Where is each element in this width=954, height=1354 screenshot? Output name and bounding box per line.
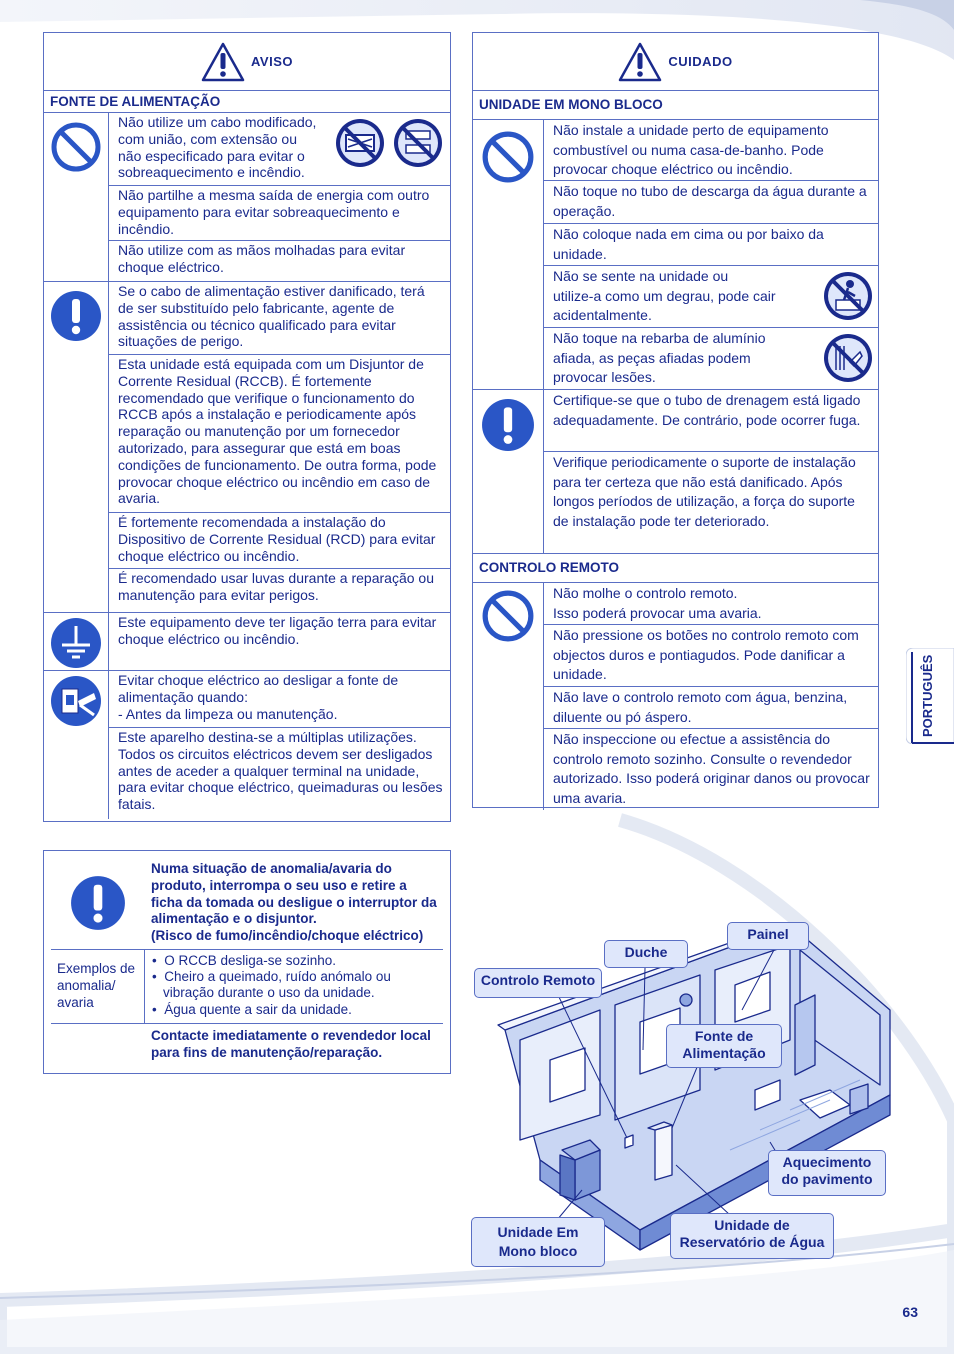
aviso-item: Este equipamento deve ter ligação terra para evitar choque eléctrico ou incêndio.: [118, 614, 437, 647]
aviso-item: Evitar choque eléctrico ao desligar a fonte de alimentação quando: - Antes da limpeza ou manutenção.: [109, 671, 450, 728]
cuidado-item: Não toque no tubo de descarga da água durante a operação.: [544, 181, 878, 224]
anomaly-examples-label: Exemplos de anomalia/ avaria: [57, 961, 136, 1010]
label-painel: Painel: [727, 922, 809, 950]
caution-header-label: CUIDADO: [668, 54, 733, 69]
anomaly-example: • Cheiro a queimado, ruído anómalo ou vibração durante o uso da unidade.: [152, 969, 391, 1001]
label-duche: Duche: [604, 940, 688, 968]
cuidado-item: Não se sente na unidade ou utilize-a como um degrau, pode cair acidentalmente.: [544, 266, 878, 328]
aviso-item: Se o cabo de alimentação estiver danificado, terá de ser substituído pelo fabricante, agente de assistência ou técnico qualificado para evitar situações de perigo.: [109, 282, 450, 355]
cuidado-item: Não pressione os botões no controlo remoto com objectos duros e pontiagudos. Pode danificar a unidade.: [544, 625, 878, 687]
aviso-item: Não utilize com as mãos molhadas para evitar choque eléctrico.: [118, 242, 406, 275]
cuidado-item: Verifique periodicamente o suporte de instalação para ter certeza que não está danificado. Após longos períodos de utilização, a força do suporte de instalação pode ter deteriorado.: [553, 454, 856, 529]
warning-header-label: AVISO: [251, 54, 293, 69]
anomaly-intro: Numa situação de anomalia/avaria do produto, interrompa o seu uso e retire a ficha da tomada ou desligue o interruptor da alimentação e o disjuntor. (Risco de fumo/incêndio/choque eléctrico): [151, 861, 437, 944]
cuidado-item: Não toque na rebarba de alumínio afiada, as peças afiadas podem provocar lesões.: [544, 328, 878, 389]
cuidado-item: Não coloque nada em cima ou por baixo da unidade.: [544, 224, 878, 266]
aviso-item: Esta unidade está equipada com um Disjuntor de Corrente Residual (RCCB). É fortemente recomendado que verifique o funcionamento do RCCB após a instalação e periodicamente após reparação ou manutenção por um fornecedor autorizado, para assegurar que está em boas condições de funcionamento. De outra forma, pode provocar choque eléctrico ou incêndio em caso de avaria.: [109, 355, 450, 513]
aviso-item: É fortemente recomendada a instalação do Dispositivo de Corrente Residual (RCD) para evitar choque eléctrico ou incêndio.: [109, 513, 450, 569]
label-fonte-alimentacao: Fonte de Alimentação: [666, 1024, 782, 1068]
cuidado-item: Não lave o controlo remoto com água, benzina, diluente ou pó áspero.: [544, 687, 878, 729]
section-title-monobloc: UNIDADE EM MONO BLOCO: [473, 91, 878, 120]
cuidado-item: Não molhe o controlo remoto. Isso poderá provocar uma avaria.: [544, 583, 878, 625]
section-title-remote: CONTROLO REMOTO: [473, 554, 878, 583]
anomaly-contact: Contacte imediatamente o revendedor local para fins de manutenção/reparação.: [151, 1028, 431, 1060]
label-aquecimento-pavimento: Aquecimento do pavimento: [768, 1150, 886, 1196]
cuidado-item: Não instale a unidade perto de equipamento combustível ou numa casa-de-banho. Pode provocar choque eléctrico ou incêndio.: [544, 120, 878, 181]
aviso-item: Não partilhe a mesma saída de energia com outro equipamento para evitar sobreaquecimento e incêndio.: [109, 186, 450, 241]
page-number: 63: [902, 1304, 918, 1320]
cuidado-item: Certifique-se que o tubo de drenagem está ligado adequadamente. De contrário, pode ocorrer fuga.: [544, 390, 878, 452]
aviso-item: Não utilize um cabo modificado, com união, com extensão ou não especificado para evitar o sobreaquecimento e incêndio.: [109, 113, 450, 186]
cuidado-item: Não inspeccione ou efectue a assistência do controlo remoto sozinho. Consulte o revendedor autorizado. Isso poderá originar danos ou provocar uma avaria.: [553, 731, 870, 806]
aviso-item: Este aparelho destina-se a múltiplas utilizações. Todos os circuitos eléctricos devem ser desligados antes de aceder a qualquer terminal na unidade, para evitar choque eléctrico, queimaduras ou lesões fatais.: [118, 729, 443, 813]
aviso-item: É recomendado usar luvas durante a reparação ou manutenção para evitar perigos.: [118, 570, 434, 603]
label-mono-bloco: Unidade Em Mono bloco: [471, 1217, 605, 1267]
anomaly-example: • O RCCB desliga-se sozinho.: [152, 953, 337, 968]
language-tab-label: PORTUGUÊS: [920, 654, 935, 738]
section-title-power-supply: FONTE DE ALIMENTAÇÃO: [44, 91, 450, 113]
label-controlo-remoto: Controlo Remoto: [474, 968, 602, 998]
label-reservatorio: Unidade de Reservatório de Água: [670, 1213, 834, 1259]
anomaly-example: • Água quente a sair da unidade.: [152, 1001, 352, 1017]
